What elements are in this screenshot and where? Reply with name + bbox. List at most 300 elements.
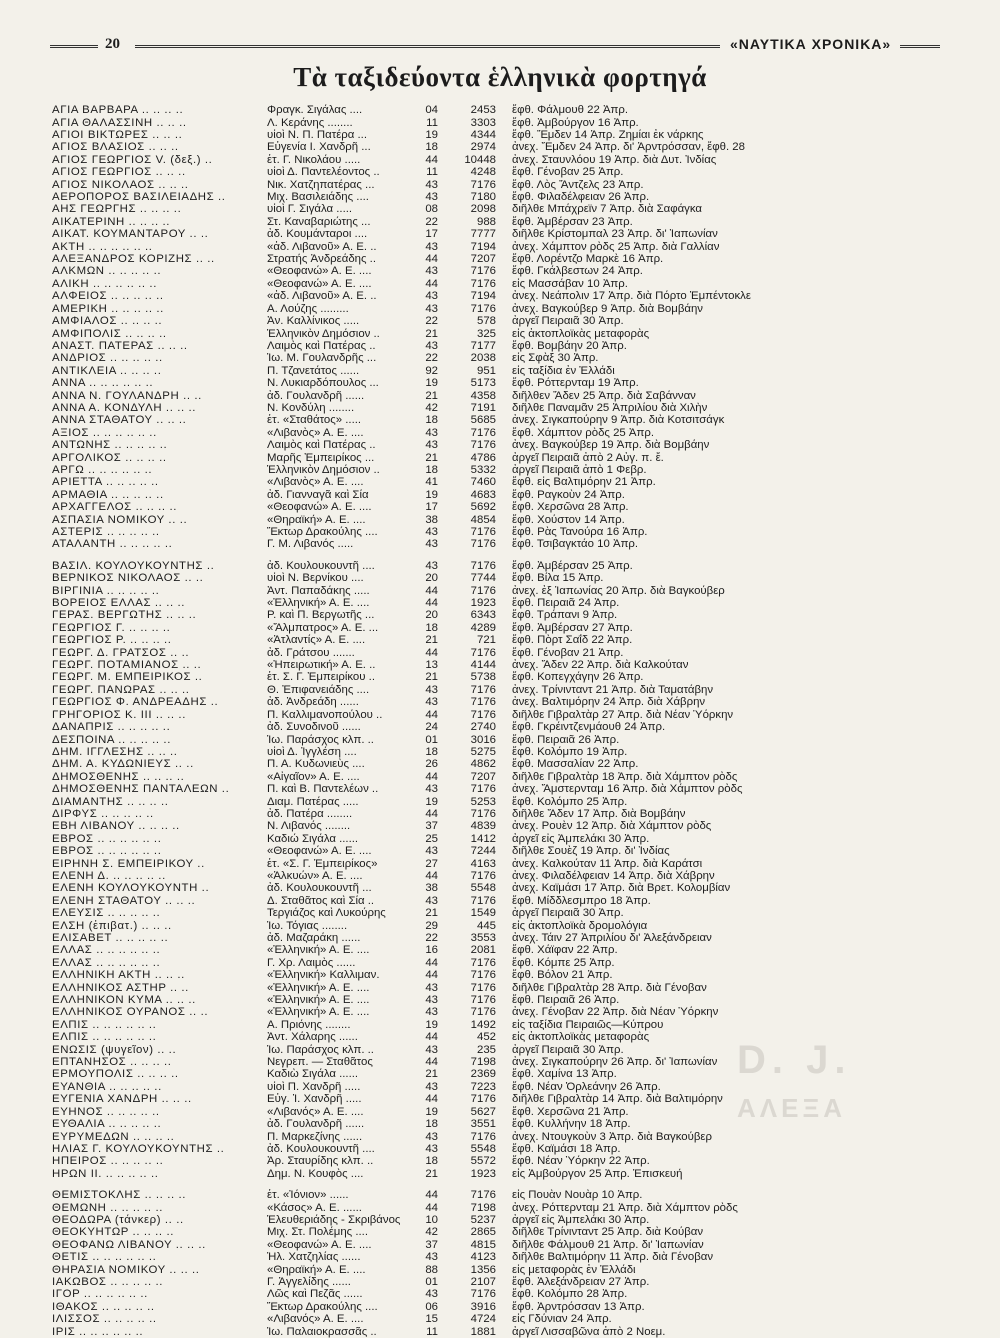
ship-name: ΑΣΤΕΡΙΣ .. .. .. .. ..: [52, 526, 160, 539]
tonnage: 445: [476, 919, 496, 932]
tonnage: 7207: [470, 770, 496, 783]
owner: Ν. Λιβανός ........: [267, 820, 351, 833]
table-row: [52, 340, 932, 352]
table-row: [52, 216, 932, 228]
movement: εἰς Μασσάβαν 10 Ἀπρ.: [512, 277, 628, 290]
ship-name: ΘΕΜΩΝΗ .. .. .. .. ..: [52, 1201, 163, 1214]
ship-name: ΙΛΙΣΣΟΣ .. .. .. .. ..: [52, 1313, 157, 1326]
tonnage: 7744: [470, 572, 496, 585]
owner: «Θεοφανώ» Α. Ε. ....: [267, 277, 372, 290]
owner: «Κάσος» Α. Ε. ......: [267, 1201, 362, 1214]
flag-code: 08: [425, 203, 438, 216]
table-row: [52, 1019, 932, 1031]
tonnage: 7176: [470, 526, 496, 539]
owner: ἀδ. Συνοδινοῦ ......: [267, 721, 361, 734]
ship-name: ΑΗΣ ΓΕΩΡΓΗΣ .. .. .. ..: [52, 203, 182, 216]
ship-name: ΕΛΕΝΗ ΚΟΥΛΟΥΚΟΥΝΤΗ ..: [52, 882, 210, 895]
flag-code: 42: [425, 1226, 438, 1239]
tonnage: 7176: [470, 783, 496, 796]
owner: ἀδ. Γιανναγᾶ καὶ Σία: [267, 488, 369, 501]
owner: «Θεοφανώ» Α. Ε. ....: [267, 845, 372, 858]
table-row: [52, 584, 932, 596]
ship-name: ΑΡΧΑΓΓΕΛΟΣ .. .. .. ..: [52, 501, 177, 514]
table-row: [52, 489, 932, 501]
flag-code: 19: [425, 377, 438, 390]
tonnage: 7176: [470, 1093, 496, 1106]
tonnage: 5253: [470, 795, 496, 808]
owner: «Θηραϊκή» Α. Ε. ....: [267, 1263, 366, 1276]
movement: ἔφθ. εἰς Βαλτιμόρην 21 Ἀπρ.: [512, 476, 656, 489]
tonnage: 7194: [470, 290, 496, 303]
table-row: [52, 572, 932, 584]
owner: ἀδ. Πατέρα ........: [267, 807, 353, 820]
ship-name: ΑΝΝΑ ΣΤΑΘΑΤΟΥ .. .. ..: [52, 414, 187, 427]
movement: ἔφθ. Κολόμπο 25 Ἀπρ.: [512, 795, 628, 808]
flag-code: 21: [425, 389, 438, 402]
owner: Α. Λούζης .........: [267, 302, 349, 315]
tonnage: 7460: [470, 476, 496, 489]
owner: Διαμ. Πατέρας .....: [267, 795, 359, 808]
tonnage: 7176: [470, 956, 496, 969]
tonnage: 7176: [470, 265, 496, 278]
ship-name: ΑΝΑΣΤ. ΠΑΤΕΡΑΣ .. .. ..: [52, 339, 188, 352]
tonnage: 7176: [470, 1189, 496, 1202]
owner: «Ἑλληνική» Καλλιμαν.: [267, 969, 380, 982]
owner: Γ. Ἀγγελίδης ......: [267, 1275, 351, 1288]
table-row: [52, 882, 932, 894]
flag-code: 19: [425, 129, 438, 142]
table-row: [52, 1226, 932, 1238]
ship-name: ΓΕΡΑΣ. ΒΕΡΓΩΤΗΣ .. .. ..: [52, 609, 197, 622]
owner: ἀδ. Μαζαράκη ......: [267, 932, 361, 945]
ship-name: ΘΕΤΙΣ .. .. .. .. .. ..: [52, 1251, 157, 1264]
movement: ἀνεχ. Ντουγκοὺν 3 Ἀπρ. διὰ Βαγκούβερ: [512, 1130, 712, 1143]
tonnage: 5237: [470, 1213, 496, 1226]
table-row: [52, 721, 932, 733]
flag-code: 21: [425, 907, 438, 920]
flag-code: 13: [425, 659, 438, 672]
ship-name: ΘΕΟΦΑΝΩ ΛΙΒΑΝΟΥ .. .. ..: [52, 1238, 206, 1251]
owner: Ἀρ. Σταυρίδης κλπ. ..: [267, 1155, 374, 1168]
owner: ἀδ. Ἀνδρεάδη ......: [267, 696, 359, 709]
tonnage: 2107: [470, 1275, 496, 1288]
tonnage: 7176: [470, 1006, 496, 1019]
flag-code: 43: [425, 191, 438, 204]
ship-name: [52, 551, 267, 560]
movement: ἔφθ. Γκρέιντζενμάουθ 24 Ἀπρ.: [512, 721, 666, 734]
movement: ἔφθ. Λὸς Ἄντζελς 23 Ἀπρ.: [512, 178, 644, 191]
movement: διῆλθε Ἄδεν 17 Ἀπρ. διὰ Βομβάην: [512, 807, 686, 820]
table-row: [52, 1301, 932, 1313]
movement: διῆλθε Γιβραλτὰρ 27 Ἀπρ. διὰ Νέαν Ὑόρκην: [512, 708, 734, 721]
flag-code: 43: [425, 559, 438, 572]
movement: ἀνεχ. Ρουὲν 12 Ἀπρ. διὰ Χάμπτον ρὸδς: [512, 820, 712, 833]
table-row: [52, 538, 932, 550]
flag-code: 26: [425, 758, 438, 771]
table-row: [52, 646, 932, 658]
movement: ἔφθ. Βομβάην 20 Ἀπρ.: [512, 339, 627, 352]
ship-name: ΑΡΓΟΛΙΚΟΣ .. .. .. ..: [52, 451, 167, 464]
table-row: [52, 1081, 932, 1093]
table-row: [52, 327, 932, 339]
owner: Ρ. καὶ Π. Βεργωτῆς ...: [267, 609, 375, 622]
header-rule-left: [50, 45, 98, 50]
owner: Ἀντ. Χάλαρης ......: [267, 1031, 358, 1044]
movement: ἔφθ. Ἔμδεν 14 Ἀπρ. Ζημίαι ἐκ νάρκης: [512, 129, 704, 142]
tonnage: 5275: [470, 745, 496, 758]
table-row: [52, 808, 932, 820]
flag-code: 21: [425, 1167, 438, 1180]
owner: «Ἀλκυών» Α. Ε. ....: [267, 869, 363, 882]
tonnage: 5548: [470, 1142, 496, 1155]
ship-name: ΑΝΔΡΙΟΣ .. .. .. .. ..: [52, 352, 163, 365]
flag-code: 43: [425, 1142, 438, 1155]
table-row: [52, 1130, 932, 1142]
table-row: [52, 104, 932, 116]
movement: ἔφθ. Πειραιᾶ 26 Ἀπρ.: [512, 733, 620, 746]
flag-code: 44: [425, 770, 438, 783]
ship-name: ΑΝΝΑ .. .. .. .. .. ..: [52, 377, 154, 390]
flag-code: 88: [425, 1263, 438, 1276]
movement: ἀργεῖ εἰς Ἀμπελάκι 30 Ἀπρ.: [512, 832, 650, 845]
ship-name: ΕΥΓΕΝΙΑ ΧΑΝΔΡΗ .. .. ..: [52, 1093, 192, 1106]
tonnage: 2453: [470, 104, 496, 117]
table-row: [52, 365, 932, 377]
tonnage: [444, 551, 512, 560]
flag-code: 01: [425, 733, 438, 746]
movement: ἀνεχ. Βαγκούβερ 9 Ἀπρ. διὰ Βομβάην: [512, 302, 703, 315]
table-row: [52, 1214, 932, 1226]
flag-code: 21: [425, 1068, 438, 1081]
owner: Μιχ. Στ. Πολέμης ....: [267, 1226, 368, 1239]
flag-code: 11: [426, 1325, 438, 1338]
owner: ἀδ. Κουλουκουντῆ ...: [267, 882, 372, 895]
table-row: [52, 265, 932, 277]
ship-name: ΓΕΩΡΓΙΟΣ Γ. .. .. .. ..: [52, 621, 171, 634]
flag-code: 43: [425, 1080, 438, 1093]
owner: «Ἑλληνική» Α. Ε. ....: [267, 994, 370, 1007]
movement: εἰς ἀκτοπλοϊκὰ δρομολόγια: [512, 919, 648, 932]
owner: Νεγρεπ. — Σταθᾶτος: [267, 1056, 373, 1069]
owner: «Ἑλληνική» Α. Ε. ....: [267, 597, 370, 610]
table-row: [52, 981, 932, 993]
movement: ἔφθ. Τσιβαγκτάο 10 Ἀπρ.: [512, 538, 639, 551]
flag-code: 38: [425, 513, 438, 526]
flag-code: 43: [425, 290, 438, 303]
ship-name: ΑΝΝΑ Ν. ΓΟΥΛΑΝΔΡΗ .. ..: [52, 389, 202, 402]
flag-code: 38: [425, 882, 438, 895]
ship-name: ΑΛΚΜΩΝ .. .. .. .. ..: [52, 265, 162, 278]
tonnage: 7777: [470, 228, 496, 241]
owner: Καδιώ Σιγάλα ......: [267, 832, 359, 845]
tonnage: 1356: [470, 1263, 496, 1276]
movement: ἔφθ. Καϊμάσι 18 Ἀπρ.: [512, 1142, 621, 1155]
tonnage: 7244: [470, 845, 496, 858]
owner: Ἀντ. Παπαδάκης .....: [267, 584, 370, 597]
table-row: [52, 758, 932, 770]
flag-code: 21: [425, 451, 438, 464]
tonnage: 1549: [470, 907, 496, 920]
ship-name: ΙΑΚΩΒΟΣ .. .. .. .. ..: [52, 1275, 164, 1288]
table-row: [52, 1068, 932, 1080]
flag-code: 44: [425, 153, 438, 166]
ship-name: ΑΓΙΑ ΒΑΡΒΑΡΑ .. .. .. ..: [52, 104, 184, 117]
page-number: 20: [105, 36, 120, 52]
movement: ἔφθ. Ραγκοὺν 24 Ἀπρ.: [512, 488, 625, 501]
owner: «Ἄλμπατρος» Α. Ε. ...: [267, 621, 379, 634]
ship-name: [52, 1180, 267, 1189]
owner: υἱοὶ Ν. Π. Πατέρα ...: [267, 129, 368, 142]
ship-name: ΕΝΩΣΙΣ (ψυγεῖον) .. ..: [52, 1043, 177, 1056]
tonnage: 5738: [470, 671, 496, 684]
movement: εἰς Ἀμβούργον 25 Ἀπρ. Ἐπισκευή: [512, 1167, 683, 1180]
movement: διῆλθε Γιβραλτὰρ 28 Ἀπρ. διὰ Γένοβαν: [512, 981, 707, 994]
tonnage: 4163: [470, 857, 496, 870]
ship-name: ΓΕΩΡΓΙΟΣ Ρ. .. .. .. ..: [52, 634, 172, 647]
owner: ἑτ. Γ. Νικολάου .....: [267, 153, 361, 166]
tonnage: 4724: [470, 1313, 496, 1326]
movement: διῆλθε Παναμᾶν 25 Ἀπριλίου διὰ Χιλὴν: [512, 401, 708, 414]
tonnage: 7180: [470, 191, 496, 204]
tonnage: 7176: [470, 538, 496, 551]
ship-name: ΑΛΕΞΑΝΔΡΟΣ ΚΟΡΙΖΗΣ .. ..: [52, 253, 215, 266]
table-row: [52, 178, 932, 190]
tonnage: 7176: [470, 277, 496, 290]
tonnage: 4123: [470, 1251, 496, 1264]
owner: Ἰω. Παράσχος κλπ. ..: [267, 1043, 374, 1056]
tonnage: 5572: [470, 1155, 496, 1168]
movement: διῆλθεν Ἄδεν 25 Ἀπρ. διὰ Σαβάνναν: [512, 389, 696, 402]
tonnage: 1881: [470, 1325, 496, 1338]
movement: ἀνεχ. Ἔμδεν 24 Ἀπρ. δι' Ἀρντρόσσαν, ἔφθ. 28: [512, 141, 745, 154]
owner: «Ἑλληνική» Α. Ε. ....: [267, 944, 370, 957]
table-row: [52, 315, 932, 327]
table-row: [52, 1239, 932, 1251]
owner: «Ἀτλαντίς» Α. Ε. ....: [267, 634, 366, 647]
movement: διῆλθε Γιβραλτὰρ 14 Ἀπρ. διὰ Βαλτιμόρην: [512, 1093, 723, 1106]
table-row: [52, 1106, 932, 1118]
tonnage: 7176: [470, 426, 496, 439]
table-row: [52, 439, 932, 451]
table-row: [52, 634, 932, 646]
movement: ἔφθ. Ἀμβέρσαν 25 Ἀπρ.: [512, 559, 633, 572]
movement: [512, 1180, 932, 1189]
flag-code: 44: [425, 584, 438, 597]
ship-name: ΑΡΙΕΤΤΑ .. .. .. .. ..: [52, 476, 159, 489]
flag-code: 43: [425, 178, 438, 191]
movement: ἀργεῖ εἰς Ἀμπελάκι 30 Ἀπρ.: [512, 1213, 650, 1226]
movement: ἔφθ. Πὸρτ Σαΐδ 22 Ἀπρ.: [512, 634, 633, 647]
ship-name: ΑΝΤΩΝΗΣ .. .. .. .. ..: [52, 439, 168, 452]
table-row: [52, 501, 932, 513]
movement: ἔφθ. Κολόμπο 28 Ἀπρ.: [512, 1288, 628, 1301]
flag-code: 06: [425, 1300, 438, 1313]
tonnage: 4144: [470, 659, 496, 672]
ship-name: ΕΛΛΗΝΙΚΟΝ ΚΥΜΑ .. .. ..: [52, 994, 196, 1007]
flag-code: 43: [425, 538, 438, 551]
movement: διῆλθε Μπάχρεϊν 7 Ἀπρ. διὰ Σαφάγκα: [512, 203, 702, 216]
flag-code: 43: [425, 683, 438, 696]
tonnage: 7176: [470, 584, 496, 597]
owner: «Λιβανός» Α. Ε. ....: [267, 1313, 364, 1326]
tonnage: 4248: [470, 166, 496, 179]
table-row: [52, 957, 932, 969]
flag-code: 43: [425, 981, 438, 994]
ship-name: ΕΥΑΝΘΙΑ .. .. .. .. ..: [52, 1080, 162, 1093]
tonnage: 4358: [470, 389, 496, 402]
movement: ἔφθ. Χάϊφαν 22 Ἀπρ.: [512, 944, 618, 957]
movement: ἀργεῖ Πειραιᾶ ἀπὸ 1 Φεβρ.: [512, 463, 647, 476]
flag-code: 04: [425, 104, 438, 117]
flag-code: 11: [426, 116, 438, 129]
ship-name: ΓΕΩΡΓ. Μ. ΕΜΠΕΙΡΙΚΟΣ ..: [52, 671, 203, 684]
ship-name: ΑΜΦΙΠΟΛΙΣ .. .. .. ..: [52, 327, 167, 340]
ship-name: ΑΡΜΑΘΙΑ .. .. .. .. ..: [52, 488, 164, 501]
tonnage: 7207: [470, 253, 496, 266]
movement: ἔφθ. Ἀρντρόσσαν 13 Ἀπρ.: [512, 1300, 645, 1313]
movement: ἔφθ. Ἀμβούργον 16 Ἀπρ.: [512, 116, 639, 129]
ship-name: ΑΣΠΑΣΙΑ ΝΟΜΙΚΟΥ .. ..: [52, 513, 188, 526]
movement: διῆλθε Βαλτιμόρην 11 Ἀπρ. διὰ Γένοβαν: [512, 1251, 714, 1264]
owner: Γ. Μ. Λιβανός .....: [267, 538, 354, 551]
tonnage: 7191: [470, 401, 496, 414]
ship-name: ΕΙΡΗΝΗ Σ. ΕΜΠΕΙΡΙΚΟΥ ..: [52, 857, 205, 870]
movement: ἔφθ. Μίδδλεσμπρο 18 Ἀπρ.: [512, 894, 651, 907]
movement: ἔφθ. Λορέντζο Μαρκὲ 16 Ἀπρ.: [512, 253, 664, 266]
tonnage: 721: [476, 634, 496, 647]
movement: ἀνεχ. Σιγκαπούρην 9 Ἀπρ. διὰ Κοτσιτσάγκ: [512, 414, 725, 427]
tonnage: 4344: [470, 129, 496, 142]
movement: ἔφθ. Πειραιᾶ 24 Ἀπρ.: [512, 597, 620, 610]
ship-name: ΑΞΙΟΣ .. .. .. .. .. ..: [52, 426, 157, 439]
tonnage: 5685: [470, 414, 496, 427]
tonnage: 7177: [470, 339, 496, 352]
table-row: [52, 1168, 932, 1180]
table-row: [52, 895, 932, 907]
table-row: [52, 659, 932, 671]
show-through-mark: D. J.: [737, 1038, 852, 1082]
flag-code: 43: [425, 1130, 438, 1143]
table-row: [52, 290, 932, 302]
flag-code: 43: [425, 439, 438, 452]
flag-code: 20: [425, 609, 438, 622]
flag-code: 44: [425, 1031, 438, 1044]
movement: ἀργεῖ Πειραιᾶ 30 Ἀπρ.: [512, 1043, 624, 1056]
header-rule-right: [900, 45, 940, 50]
tonnage: 2974: [470, 141, 496, 154]
owner: «Ἠπειρωτική» Α. Ε. ..: [267, 659, 376, 672]
table-row: [52, 1288, 932, 1300]
table-row: [52, 402, 932, 414]
tonnage: 7198: [470, 1201, 496, 1214]
flag-code: 18: [425, 1118, 438, 1131]
owner: «Αἰγαῖον» Α. Ε. ....: [267, 770, 360, 783]
owner: ἀδ. Γουλανδρῆ ......: [267, 389, 365, 402]
ship-name: ΒΙΡΓΙΝΙΑ .. .. .. .. ..: [52, 584, 160, 597]
owner: Τεργιάζος καὶ Λυκούρης: [267, 907, 386, 920]
flag-code: 22: [425, 932, 438, 945]
flag-code: [410, 1180, 444, 1189]
flag-code: 43: [425, 265, 438, 278]
owner: Ἕκτωρ Δρακούλης ....: [267, 1300, 378, 1313]
movement: ἔφθ. Πειραιᾶ 26 Ἀπρ.: [512, 994, 620, 1007]
movement: διῆλθε Σουὲζ 19 Ἀπρ. δι' Ἰνδίας: [512, 845, 670, 858]
flag-code: 43: [425, 994, 438, 1007]
owner: «ἀδ. Λιβανοῦ» Α. Ε. ..: [267, 240, 377, 253]
ship-name: ΕΛΛΗΝΙΚΟΣ ΟΥΡΑΝΟΣ .. ..: [52, 1006, 209, 1019]
table-row: [52, 1251, 932, 1263]
movement: ἔφθ. Βόλον 21 Ἀπρ.: [512, 969, 613, 982]
ship-name: ΒΕΡΝΙΚΟΣ ΝΙΚΟΛΑΟΣ .. ..: [52, 572, 204, 585]
owner: υἱοὶ Δ. Παντελέοντος ..: [267, 166, 380, 179]
tonnage: 6343: [470, 609, 496, 622]
ship-name: ΕΛΣΗ (ἐπιβατ.) .. .. ..: [52, 919, 172, 932]
table-row: [52, 352, 932, 364]
table-row: [52, 303, 932, 315]
table-row: [52, 166, 932, 178]
flag-code: 44: [425, 646, 438, 659]
ship-name: ΓΕΩΡΓ. Δ. ΓΡΑΤΣΟΣ .. ..: [52, 646, 190, 659]
tonnage: 4289: [470, 621, 496, 634]
movement: ἔφθ. Ρόττερνταμ 19 Ἀπρ.: [512, 377, 639, 390]
tonnage: 2369: [470, 1068, 496, 1081]
table-row: [52, 944, 932, 956]
ship-name: ΕΛΕΥΣΙΣ .. .. .. .. ..: [52, 907, 161, 920]
table-row: [52, 696, 932, 708]
flag-code: 19: [425, 795, 438, 808]
movement: ἔφθ. Ρὰς Τανούρα 16 Ἀπρ.: [512, 526, 648, 539]
owner: Δημ. Ν. Κουφὸς ....: [267, 1167, 364, 1180]
ship-name: ΘΕΟΚΥΗΤΩΡ .. .. .. ..: [52, 1226, 174, 1239]
owner: υἱοὶ Γ. Σιγάλα .....: [267, 203, 353, 216]
owner: «Λιβανός» Α. Ε. ....: [267, 1105, 364, 1118]
movement: ἀνεχ. Νεάπολιν 17 Ἀπρ. διὰ Πόρτο Ἐμπέντοκλε: [512, 290, 751, 303]
table-row: [52, 783, 932, 795]
owner: Εὐγ. Ἰ. Χανδρῆ .....: [267, 1093, 362, 1106]
flag-code: 18: [425, 1155, 438, 1168]
movement: ἀνεχ. Τάιν 27 Ἀπριλίου δι' Ἀλεξάνδρειαν: [512, 932, 712, 945]
ship-name: ΕΥΘΑΛΙΑ .. .. .. .. ..: [52, 1118, 162, 1131]
flag-code: 11: [426, 166, 438, 179]
owner: ἀδ. Κουμάνταροι ....: [267, 228, 368, 241]
ship-name: ΒΟΡΕΙΟΣ ΕΛΛΑΣ .. .. ..: [52, 597, 186, 610]
movement: ἔφθ. Ἀμβέρσαν 23 Ἀπρ.: [512, 215, 633, 228]
movement: ἀνεχ. Σταυνλόου 19 Ἀπρ. διὰ Δυτ. Ἰνδίας: [512, 153, 717, 166]
tonnage: 4854: [470, 513, 496, 526]
table-row: [52, 1155, 932, 1167]
owner: υἱοὶ Π. Χανδρῆ .....: [267, 1080, 361, 1093]
flag-code: 15: [425, 1313, 438, 1326]
flag-code: 21: [425, 671, 438, 684]
owner: υἱοὶ Δ. Ἰγγλέση ....: [267, 745, 357, 758]
table-row: [52, 1313, 932, 1325]
movement: ἀργεῖ Πειραιᾶ 30 Ἀπρ.: [512, 315, 624, 328]
table-row: [52, 560, 932, 572]
owner: Ἰω. Τόγιας ........: [267, 919, 348, 932]
ship-name: ΓΕΩΡΓ. ΠΟΤΑΜΙΑΝΟΣ .. ..: [52, 659, 202, 672]
tonnage: [444, 1180, 512, 1189]
table-row: [52, 464, 932, 476]
ship-name: ΔΗΜΟΣΘΕΝΗΣ ΠΑΝΤΑΛΕΩΝ ..: [52, 783, 230, 796]
flag-code: 18: [425, 621, 438, 634]
flag-code: 25: [425, 832, 438, 845]
table-row: [52, 191, 932, 203]
flag-code: 43: [425, 696, 438, 709]
tonnage: 7176: [470, 1288, 496, 1301]
tonnage: 5627: [470, 1105, 496, 1118]
tonnage: 5173: [470, 377, 496, 390]
movement: ἀνεχ. ἐξ Ἰαπωνίας 20 Ἀπρ. διὰ Βαγκούβερ: [512, 584, 725, 597]
